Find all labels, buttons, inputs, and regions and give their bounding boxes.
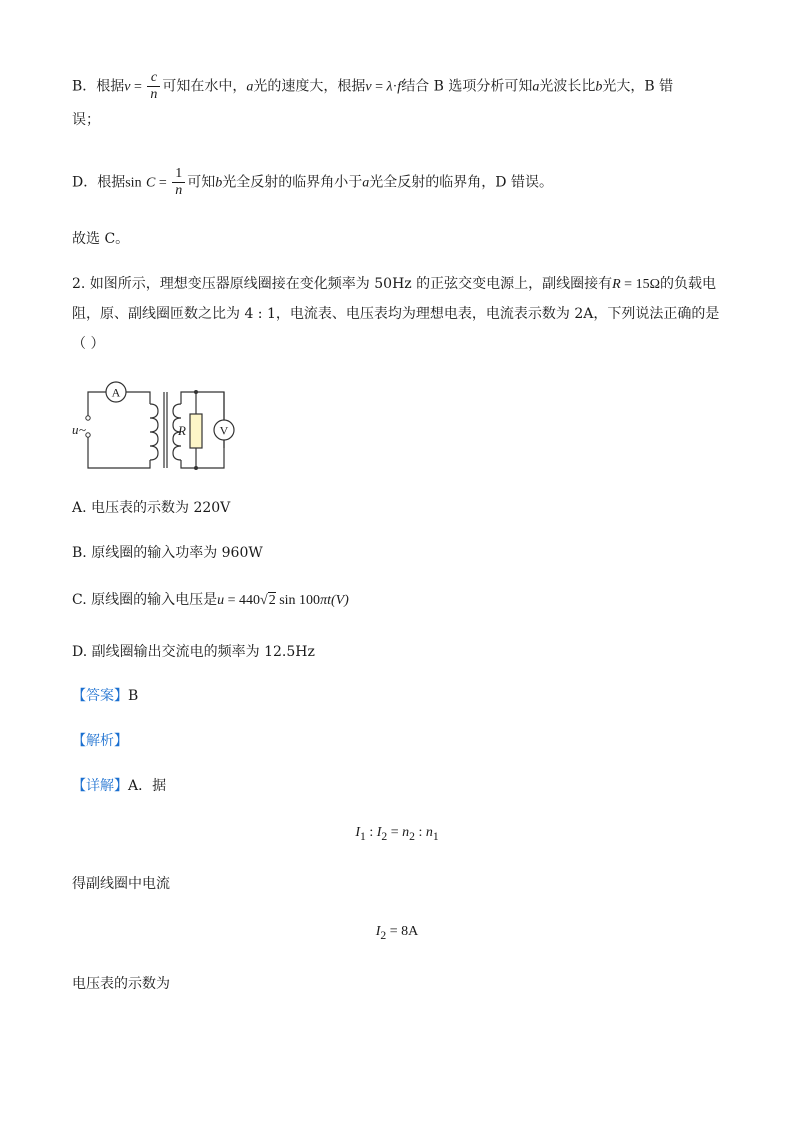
answer-label: 【答案】 [72,688,128,704]
text: 光全反射的临界角，D 错误。 [369,174,553,191]
wire [88,436,150,468]
frac-num: c [147,70,160,87]
math-fn: sin 100 [275,593,321,608]
analysis-label: 【解析】 [72,733,128,749]
source-tilde-label: ~ [79,422,87,437]
detail-text: A．据 [128,778,167,794]
analysis [72,731,128,751]
text: 光的速度大，根据 [253,78,366,95]
frac-num: 1 [172,166,185,183]
resistor-icon [190,414,202,448]
fraction-c-n [147,70,160,103]
subscript: 2 [381,829,388,843]
text: D．根据 [72,174,126,191]
subscript: 1 [360,829,366,843]
fraction-1-n [172,166,185,199]
math-op: : [414,825,426,840]
subscript: 1 [432,829,439,843]
transformer-circuit-diagram [70,378,260,478]
junction-dot [194,390,198,394]
math-var: b [595,79,603,95]
text: 2. 如图所示，理想变压器原线圈接在变化频率为 50Hz 的正弦交变电源上，副线圈接有 [72,276,613,292]
subscript: 2 [409,829,415,843]
equation-ratio [0,824,794,843]
text: 的负载电 [659,276,716,292]
math-var: R [612,277,621,292]
detail-label: 【详解】 [72,778,128,794]
text-voltmeter: 电压表的示数为 [72,976,170,992]
equation-i2 [0,923,794,942]
math-var: b [215,175,223,191]
math-var: v [365,79,372,95]
math-value: = 440 [224,593,261,608]
para-b-line2: 误； [72,112,100,128]
wire [126,392,150,404]
ammeter-label: A [111,385,121,400]
source-u-label: u [72,422,79,437]
text: 光大，B 错 [602,78,674,95]
sqrt-sign: √ [260,593,268,608]
math-var: I [375,924,381,939]
primary-coil [150,404,158,460]
junction-dot [194,466,198,470]
math-var: λ [386,79,393,95]
math-var: a [246,79,254,95]
math-var: f [397,79,402,95]
option-d: D. 副线圈输出交流电的频率为 12.5Hz [72,644,315,660]
question-line1 [72,274,716,295]
question-line2: 阻，原、副线圈匝数之比为 4 : 1，电流表、电压表均为理想电表，电流表示数为 2A，下列说法正确的是 [72,306,720,322]
question-line3: （ ） [72,336,105,352]
conclusion: 故选 C。 [72,231,130,247]
math-op: : [365,825,377,840]
text: B．根据 [72,78,125,95]
math-value: = 8A [386,924,419,939]
math-var: C [146,175,156,191]
math-var: u [217,593,225,608]
option-a: A. 电压表的示数为 220V [72,500,231,516]
frac-den: n [150,87,158,102]
text: 可知在水中， [162,78,247,95]
frac-den: n [175,183,183,198]
option-b: B. 原线圈的输入功率为 960W [72,545,263,561]
math-op: = [371,79,387,95]
math-var: n [425,825,433,840]
math-var: a [362,175,370,191]
math-var: n [402,825,410,840]
math-var: a [532,79,540,95]
option-c [72,590,349,611]
math-unit: (V) [330,593,349,608]
subscript: 2 [380,928,387,942]
math-fn: sin [125,175,142,191]
math-value: = 15Ω [620,277,660,292]
text: 光波长比 [539,78,596,95]
text: C. 原线圈的输入电压是 [72,592,218,608]
terminal [86,416,90,420]
math-var: v [124,79,131,95]
sqrt-arg: 2 [268,593,276,608]
para-d [72,166,553,199]
text: 可知 [187,174,216,191]
voltmeter-label: V [219,423,229,438]
math-var: I [355,825,360,840]
math-op: = [130,79,146,95]
math-op: = [155,175,171,191]
text: 结合 B 选项分析可知 [401,78,533,95]
math-op: · [392,79,398,95]
answer [72,686,138,706]
math-var: I [376,825,382,840]
text-current: 得副线圈中电流 [72,876,170,892]
math-var: πt [320,593,331,608]
terminal [86,433,90,437]
para-b-line1 [72,70,673,103]
detail [72,776,166,796]
math-op: = [387,825,403,840]
wire [88,392,106,416]
resistor-label: R [178,423,186,438]
answer-value: B [128,688,139,704]
text: 光全反射的临界角小于 [222,174,363,191]
